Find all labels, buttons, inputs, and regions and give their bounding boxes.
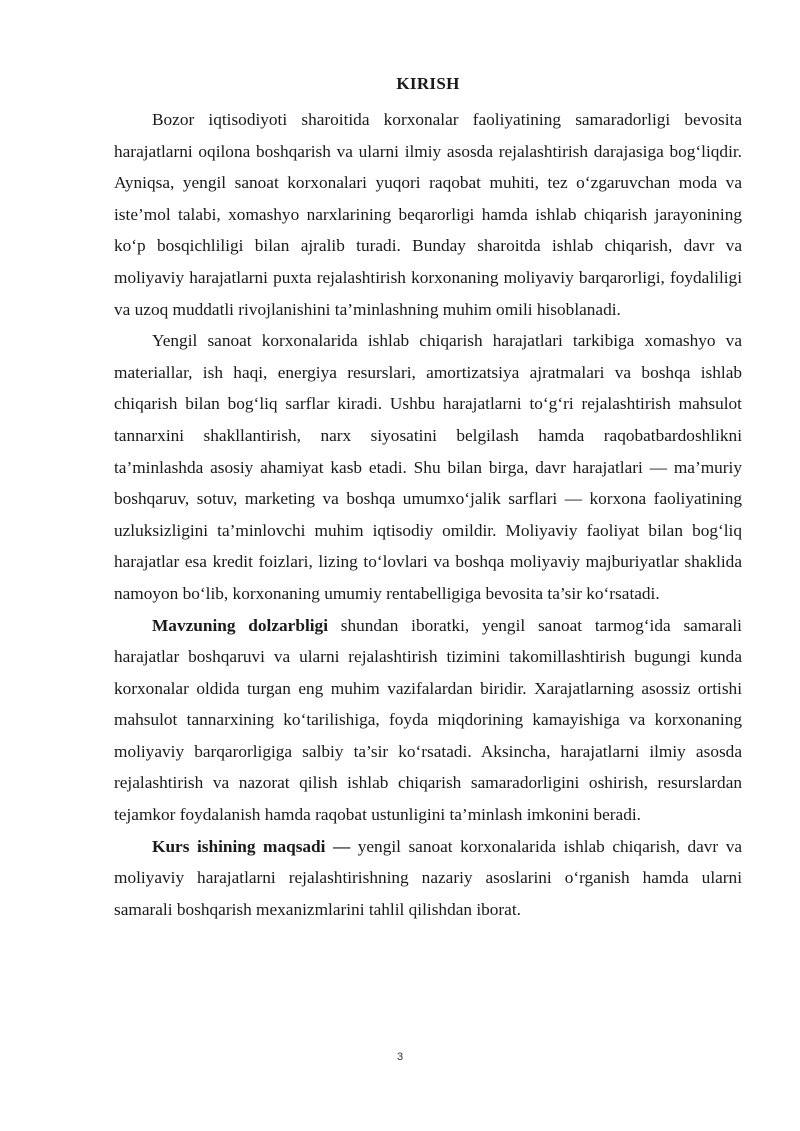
paragraph-text: Bozor iqtisodiyoti sharoitida korxonalar faoliyatining samaradorligi bevosita harajatlarni oqilona boshqarish va ularni ilmiy asosda rejalashtirish darajasiga bog‘liqdir. Ayniqsa, yengil sanoat korxonalari yuqori raqobat muhiti, tez o‘zgaruvchan moda va iste’mol talabi, xomashyo narxlarining beqarorligi hamda ishlab chiqarish jarayonining ko‘p bosqichliligi bilan ajralib turadi. Bunday sharoitda ishlab chiqarish, davr va moliyaviy harajatlarni puxta rejalashtirish korxonaning moliyaviy barqarorligi, foydaliligi va uzoq muddatli rivojlanishini ta’minlashning muhim omili hisoblanadi. — [114, 110, 742, 319]
paragraph-lead: Kurs ishining maqsadi — — [152, 836, 351, 856]
paragraph-text: yengil sanoat korxonalarida ishlab chiqarish, davr va moliyaviy harajatlarni rejalashtirishning nazariy asoslarini o‘rganish hamda ularni samarali boshqarish mexanizmlarini tahlil qilishdan iborat. — [114, 836, 742, 919]
page-number: 3 — [396, 1051, 404, 1063]
paragraph-text: Yengil sanoat korxonalarida ishlab chiqarish harajatlari tarkibiga xomashyo va materiallar, ish haqi, energiya resurslari, amortizatsiya ajratmalari va boshqa ishlab chiqarish bilan bog‘liq sarflar kiradi. Ushbu harajatlarni to‘g‘ri rejalashtirish mahsulot tannarxini shakllantirish, narx siyosatini belgilash hamda raqobatbardoshlikni ta’minlashda asosiy ahamiyat kasb etadi. Shu bilan birga, davr harajatlari — ma’muriy boshqaruv, sotuv, marketing va boshqa umumxo‘jalik sarflari — korxona faoliyatining uzluksizligini ta’minlovchi muhim iqtisodiy omildir. Moliyaviy faoliyat bilan bog‘liq harajatlar esa kredit foizlari, lizing to‘lovlari va boshqa moliyaviy majburiyatlar shaklida namoyon bo‘lib, korxonaning umumiy rentabelligiga bevosita ta’sir ko‘rsatadi. — [114, 331, 742, 603]
paragraph-text: shundan iboratki, yengil sanoat tarmog‘ida samarali harajatlar boshqaruvi va ularni rejalashtirish tizimini takomillashtirish bugungi kunda korxonalar oldida turgan eng muhim vazifalardan biridir. Xarajatlarning asossiz ortishi mahsulot tannarxining ko‘tarilishiga, foyda miqdorining kamayishiga va korxonaning moliyaviy barqarorligiga salbiy ta’sir ko‘rsatadi. Aksincha, harajatlarni ilmiy asosda rejalashtirish va nazorat qilish ishlab chiqarish samaradorligini oshirish, resurslardan tejamkor foydalanish hamda raqobat ustunligini ta’minlash imkonini beradi. — [114, 615, 742, 825]
paragraph-goal — [114, 831, 742, 926]
paragraph-lead: Mavzuning dolzarbligi — [152, 615, 328, 635]
paragraph-relevance — [114, 610, 742, 831]
document-page — [114, 72, 742, 925]
paragraph-intro — [114, 104, 742, 325]
section-title: KIRISH — [396, 74, 460, 93]
paragraph-costs — [114, 325, 742, 609]
